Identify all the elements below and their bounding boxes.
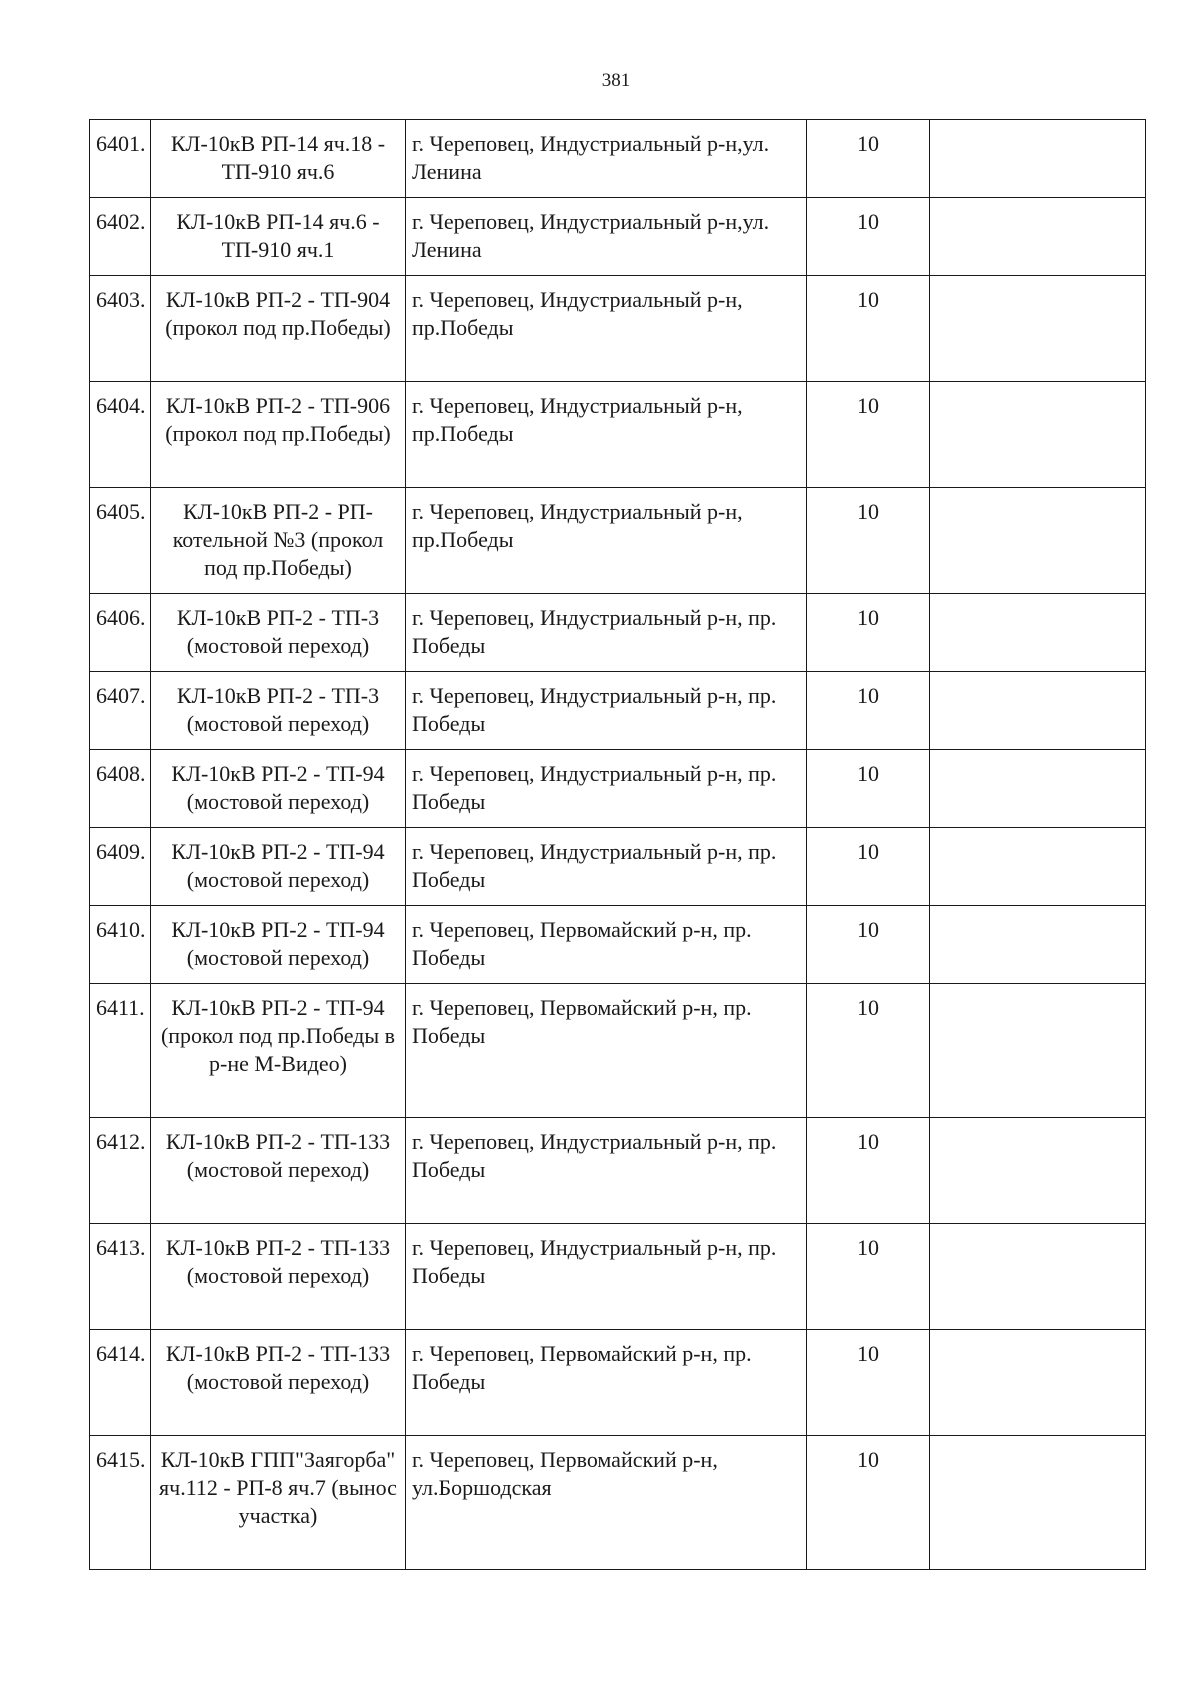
row-number-cell: 6415. bbox=[90, 1436, 151, 1570]
row-number-cell: 6404. bbox=[90, 382, 151, 488]
table-row bbox=[90, 120, 1146, 198]
location-address-cell: г. Череповец, Индустриальный р-н, пр.Победы bbox=[406, 488, 807, 594]
cable-line-name-cell: КЛ-10кВ РП-2 - РП-котельной №3 (прокол под пр.Победы) bbox=[151, 488, 406, 594]
cable-line-name-cell: КЛ-10кВ РП-2 - ТП-3 (мостовой переход) bbox=[151, 594, 406, 672]
location-address-cell: г. Череповец, Индустриальный р-н, пр. Победы bbox=[406, 828, 807, 906]
cable-line-name-cell: КЛ-10кВ РП-2 - ТП-133 (мостовой переход) bbox=[151, 1330, 406, 1436]
registry-table-body bbox=[90, 120, 1146, 1570]
cable-line-name-cell: КЛ-10кВ РП-2 - ТП-94 (мостовой переход) bbox=[151, 828, 406, 906]
extra-cell bbox=[930, 828, 1146, 906]
location-address-cell: г. Череповец, Индустриальный р-н, пр. Победы bbox=[406, 1224, 807, 1330]
cable-line-name-cell: КЛ-10кВ РП-2 - ТП-904 (прокол под пр.Победы) bbox=[151, 276, 406, 382]
row-number-cell: 6409. bbox=[90, 828, 151, 906]
table-row bbox=[90, 984, 1146, 1118]
extra-cell bbox=[930, 1436, 1146, 1570]
voltage-cell: 10 bbox=[807, 906, 930, 984]
cable-line-name-cell: КЛ-10кВ ГПП"Заягорба" яч.112 - РП-8 яч.7 (вынос участка) bbox=[151, 1436, 406, 1570]
table-row bbox=[90, 276, 1146, 382]
voltage-cell: 10 bbox=[807, 984, 930, 1118]
voltage-cell: 10 bbox=[807, 120, 930, 198]
table-row bbox=[90, 906, 1146, 984]
cable-line-name-cell: КЛ-10кВ РП-2 - ТП-3 (мостовой переход) bbox=[151, 672, 406, 750]
page-number: 381 bbox=[601, 70, 631, 91]
voltage-cell: 10 bbox=[807, 1118, 930, 1224]
voltage-cell: 10 bbox=[807, 672, 930, 750]
voltage-cell: 10 bbox=[807, 276, 930, 382]
row-number-cell: 6413. bbox=[90, 1224, 151, 1330]
location-address-cell: г. Череповец, Индустриальный р-н, пр. Победы bbox=[406, 750, 807, 828]
location-address-cell: г. Череповец, Первомайский р-н, пр. Победы bbox=[406, 984, 807, 1118]
location-address-cell: г. Череповец, Первомайский р-н, ул.Боршодская bbox=[406, 1436, 807, 1570]
cable-line-name-cell: КЛ-10кВ РП-2 - ТП-94 (мостовой переход) bbox=[151, 906, 406, 984]
extra-cell bbox=[930, 672, 1146, 750]
extra-cell bbox=[930, 984, 1146, 1118]
cable-line-name-cell: КЛ-10кВ РП-2 - ТП-94 (мостовой переход) bbox=[151, 750, 406, 828]
table-row bbox=[90, 488, 1146, 594]
extra-cell bbox=[930, 198, 1146, 276]
table-row bbox=[90, 198, 1146, 276]
cable-line-registry-table bbox=[89, 119, 1146, 1570]
cable-line-name-cell: КЛ-10кВ РП-2 - ТП-94 (прокол под пр.Победы в р-не М-Видео) bbox=[151, 984, 406, 1118]
location-address-cell: г. Череповец, Первомайский р-н, пр. Победы bbox=[406, 906, 807, 984]
row-number-cell: 6414. bbox=[90, 1330, 151, 1436]
extra-cell bbox=[930, 120, 1146, 198]
extra-cell bbox=[930, 594, 1146, 672]
location-address-cell: г. Череповец, Индустриальный р-н, пр. Победы bbox=[406, 594, 807, 672]
table-row bbox=[90, 1118, 1146, 1224]
voltage-cell: 10 bbox=[807, 1224, 930, 1330]
row-number-cell: 6410. bbox=[90, 906, 151, 984]
voltage-cell: 10 bbox=[807, 382, 930, 488]
row-number-cell: 6412. bbox=[90, 1118, 151, 1224]
location-address-cell: г. Череповец, Первомайский р-н, пр. Победы bbox=[406, 1330, 807, 1436]
voltage-cell: 10 bbox=[807, 198, 930, 276]
table-row bbox=[90, 382, 1146, 488]
voltage-cell: 10 bbox=[807, 1330, 930, 1436]
cable-line-name-cell: КЛ-10кВ РП-2 - ТП-133 (мостовой переход) bbox=[151, 1118, 406, 1224]
row-number-cell: 6402. bbox=[90, 198, 151, 276]
extra-cell bbox=[930, 276, 1146, 382]
table-row bbox=[90, 1436, 1146, 1570]
location-address-cell: г. Череповец, Индустриальный р-н, пр.Победы bbox=[406, 382, 807, 488]
table-row bbox=[90, 594, 1146, 672]
table-row bbox=[90, 1330, 1146, 1436]
extra-cell bbox=[930, 382, 1146, 488]
row-number-cell: 6406. bbox=[90, 594, 151, 672]
extra-cell bbox=[930, 750, 1146, 828]
voltage-cell: 10 bbox=[807, 828, 930, 906]
cable-line-name-cell: КЛ-10кВ РП-14 яч.6 - ТП-910 яч.1 bbox=[151, 198, 406, 276]
row-number-cell: 6403. bbox=[90, 276, 151, 382]
table-row bbox=[90, 1224, 1146, 1330]
row-number-cell: 6408. bbox=[90, 750, 151, 828]
location-address-cell: г. Череповец, Индустриальный р-н,ул. Ленина bbox=[406, 198, 807, 276]
table-row bbox=[90, 672, 1146, 750]
voltage-cell: 10 bbox=[807, 594, 930, 672]
location-address-cell: г. Череповец, Индустриальный р-н, пр. Победы bbox=[406, 672, 807, 750]
table-row bbox=[90, 828, 1146, 906]
cable-line-name-cell: КЛ-10кВ РП-2 - ТП-133 (мостовой переход) bbox=[151, 1224, 406, 1330]
table-row bbox=[90, 750, 1146, 828]
location-address-cell: г. Череповец, Индустриальный р-н, пр.Победы bbox=[406, 276, 807, 382]
location-address-cell: г. Череповец, Индустриальный р-н, пр. Победы bbox=[406, 1118, 807, 1224]
voltage-cell: 10 bbox=[807, 1436, 930, 1570]
extra-cell bbox=[930, 1224, 1146, 1330]
extra-cell bbox=[930, 906, 1146, 984]
cable-line-name-cell: КЛ-10кВ РП-14 яч.18 - ТП-910 яч.6 bbox=[151, 120, 406, 198]
row-number-cell: 6407. bbox=[90, 672, 151, 750]
location-address-cell: г. Череповец, Индустриальный р-н,ул. Ленина bbox=[406, 120, 807, 198]
voltage-cell: 10 bbox=[807, 750, 930, 828]
row-number-cell: 6401. bbox=[90, 120, 151, 198]
voltage-cell: 10 bbox=[807, 488, 930, 594]
extra-cell bbox=[930, 1118, 1146, 1224]
row-number-cell: 6411. bbox=[90, 984, 151, 1118]
cable-line-name-cell: КЛ-10кВ РП-2 - ТП-906 (прокол под пр.Победы) bbox=[151, 382, 406, 488]
extra-cell bbox=[930, 488, 1146, 594]
row-number-cell: 6405. bbox=[90, 488, 151, 594]
extra-cell bbox=[930, 1330, 1146, 1436]
